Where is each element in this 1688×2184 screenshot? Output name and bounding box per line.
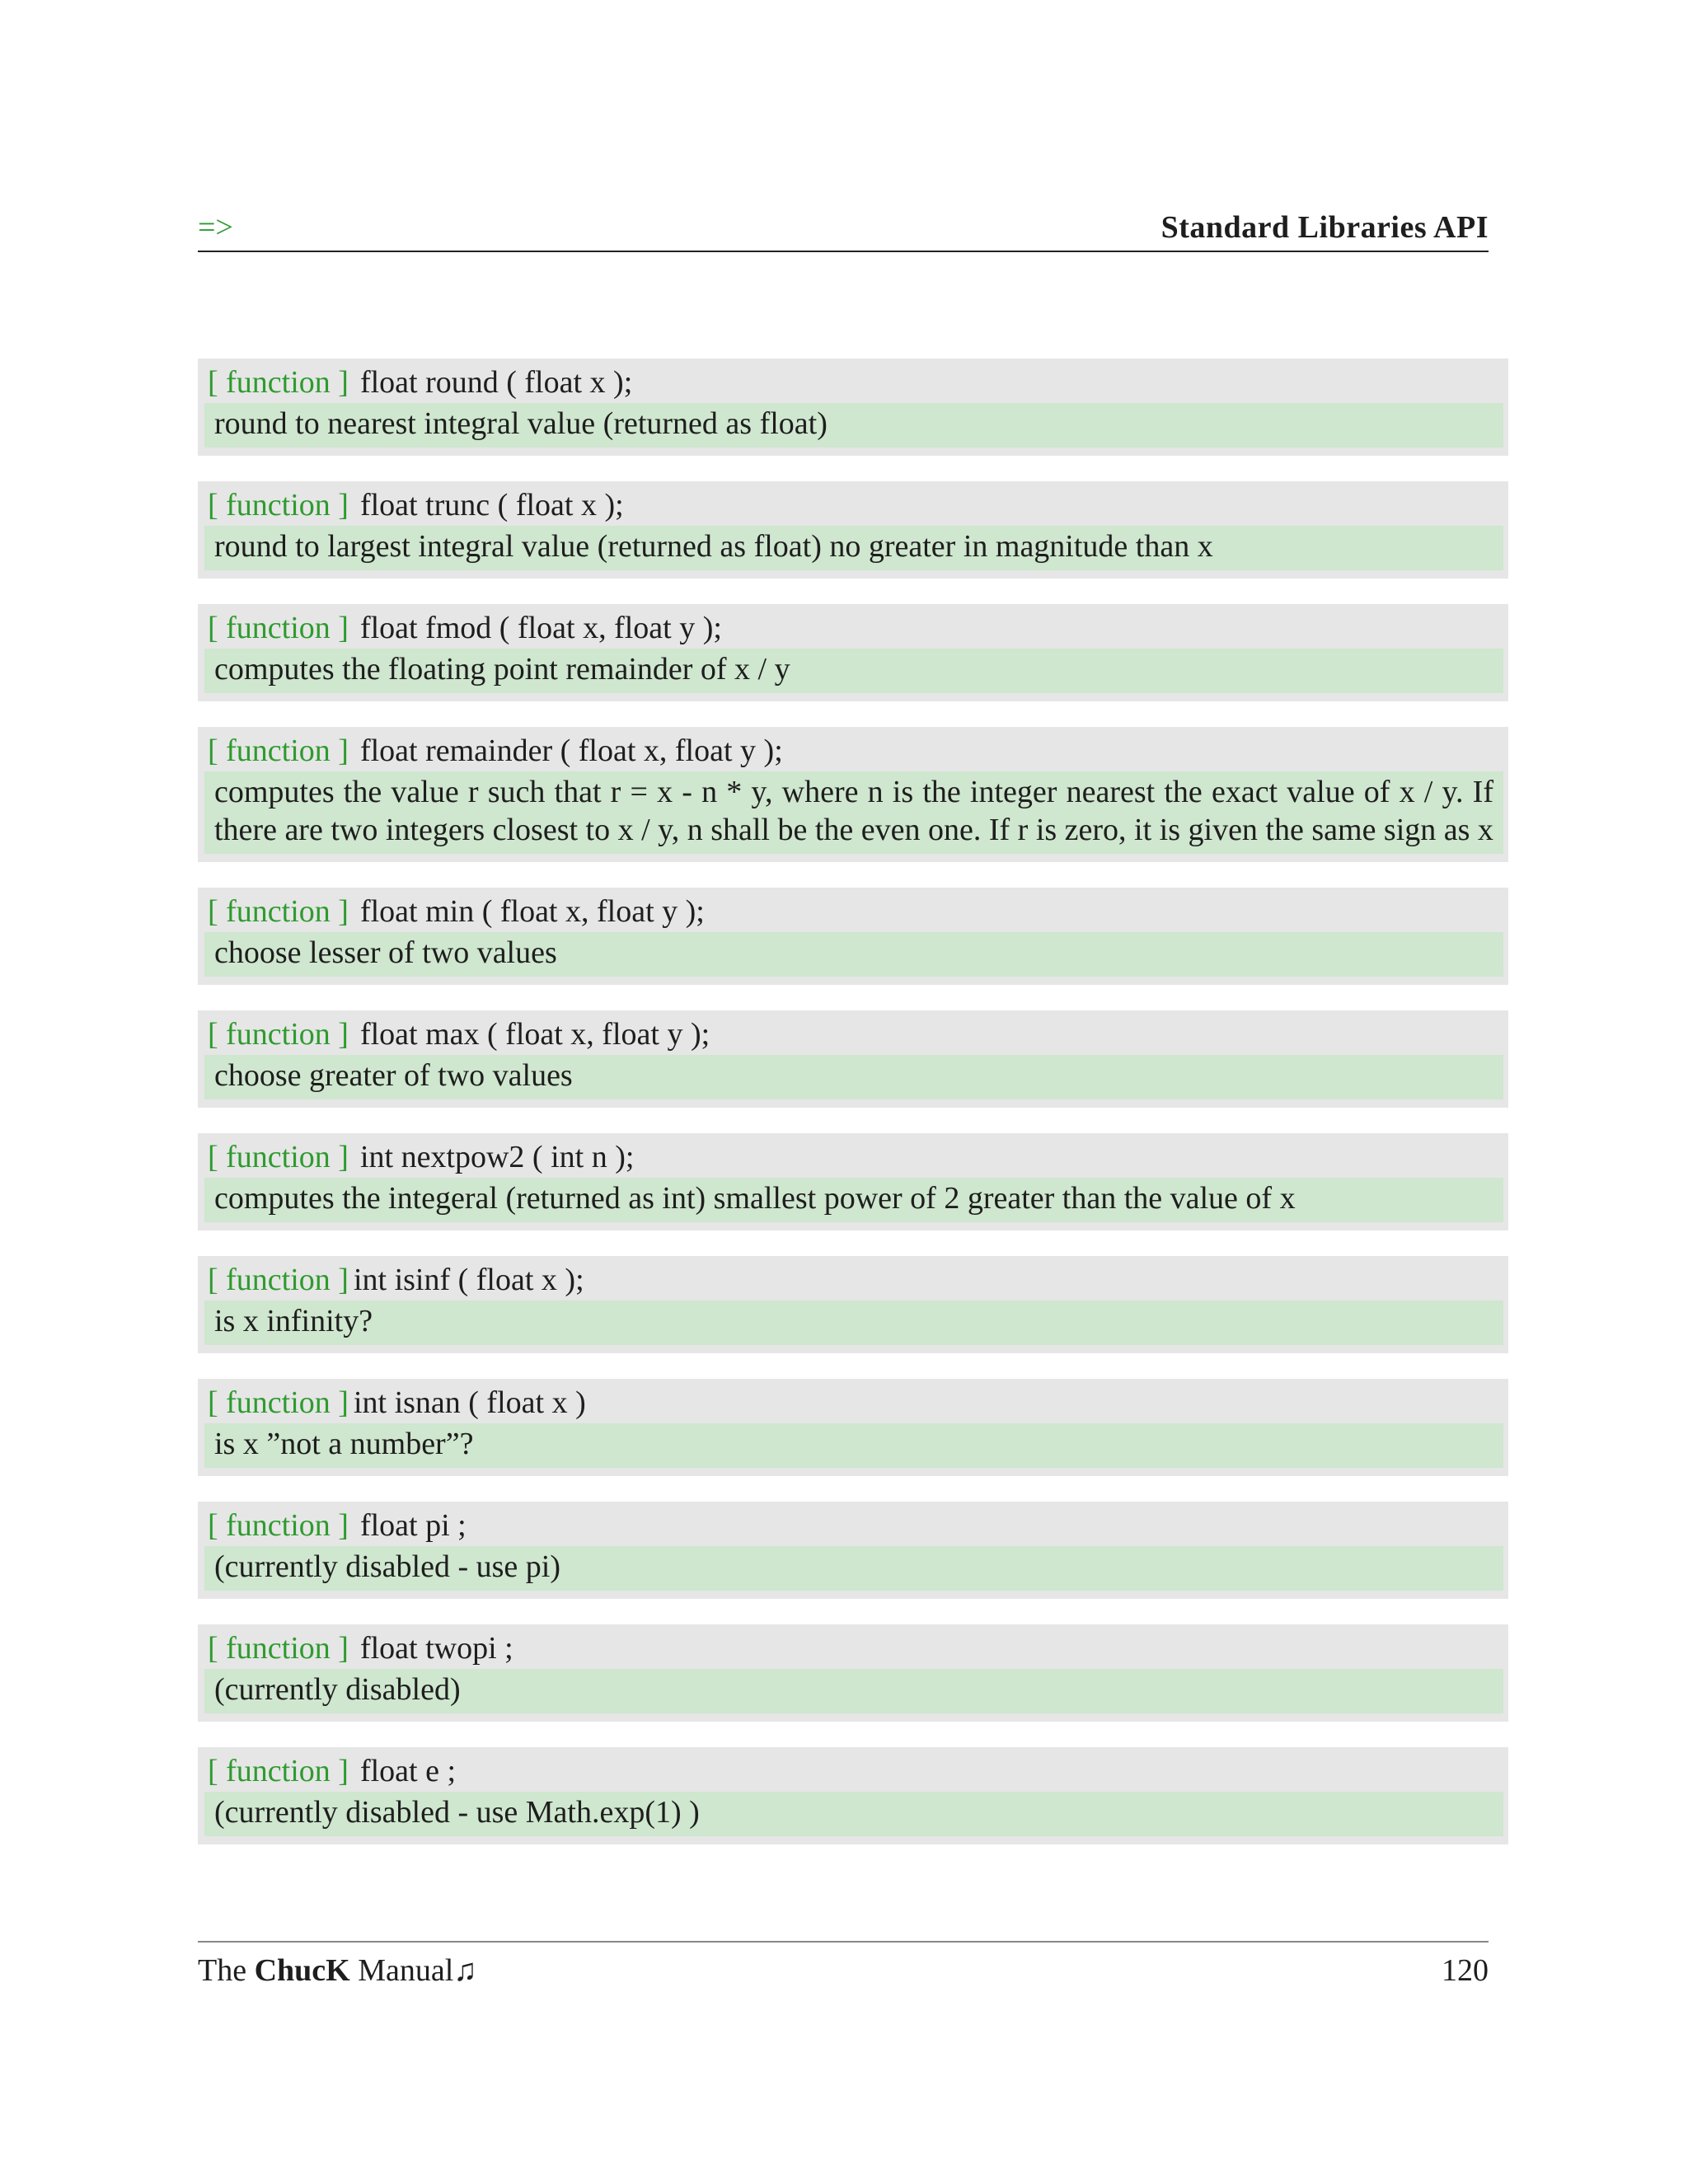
signature-text: int isnan ( float x ) [353, 1385, 586, 1420]
entry-description: computes the value r such that r = x - n * y, where n is the integer nearest the exact value of x / y. If there are two integers closest to x / y, n shall be the even one. If r is zero, it is given the same sign as x [204, 771, 1503, 854]
signature-text: float max ( float x, float y ); [359, 1017, 710, 1052]
entry-description: round to largest integral value (returned as float) no greater in magnitude than x [204, 526, 1503, 570]
entry-signature [204, 894, 1503, 929]
section-title: Standard Libraries API [1160, 210, 1489, 245]
signature-text: float remainder ( float x, float y ); [359, 733, 783, 768]
page-footer [198, 1941, 1489, 1992]
signature-text: float pi ; [359, 1508, 467, 1543]
api-entry [198, 604, 1508, 701]
function-tag: [ function ] [208, 1140, 349, 1174]
api-entry [198, 1624, 1508, 1722]
api-entry [198, 1256, 1508, 1353]
function-tag: [ function ] [208, 1508, 349, 1543]
api-entry [198, 727, 1508, 862]
entry-signature [204, 1385, 1503, 1420]
title-prefix: The [198, 1953, 255, 1988]
entry-signature [204, 1263, 1503, 1297]
entry-signature [204, 733, 1503, 768]
function-tag: [ function ] [208, 1263, 349, 1297]
api-entry-list [198, 359, 1508, 1844]
signature-text: float trunc ( float x ); [359, 488, 624, 523]
signature-text: int nextpow2 ( int n ); [359, 1140, 635, 1174]
entry-description: choose lesser of two values [204, 932, 1503, 977]
signature-text: int isinf ( float x ); [353, 1263, 584, 1297]
entry-signature [204, 365, 1503, 400]
entry-description: (currently disabled) [204, 1669, 1503, 1713]
function-tag: [ function ] [208, 1631, 349, 1666]
api-entry [198, 1133, 1508, 1230]
function-tag: [ function ] [208, 365, 349, 400]
api-entry [198, 1502, 1508, 1599]
brand-name: ChucK [254, 1953, 350, 1988]
back-arrow[interactable]: => [198, 210, 233, 245]
function-tag: [ function ] [208, 1017, 349, 1052]
entry-signature [204, 611, 1503, 645]
api-entry [198, 359, 1508, 456]
entry-signature [204, 1508, 1503, 1543]
entry-description: is x ”not a number”? [204, 1423, 1503, 1468]
entry-description: round to nearest integral value (returned as float) [204, 403, 1503, 448]
entry-signature [204, 1140, 1503, 1174]
function-tag: [ function ] [208, 1385, 349, 1420]
entry-signature [204, 1754, 1503, 1788]
signature-text: float fmod ( float x, float y ); [359, 611, 722, 645]
title-suffix: Manual♫ [349, 1953, 477, 1988]
entry-description: (currently disabled - use pi) [204, 1546, 1503, 1591]
function-tag: [ function ] [208, 488, 349, 523]
function-tag: [ function ] [208, 1754, 349, 1788]
entry-description: computes the integeral (returned as int) smallest power of 2 greater than the value of x [204, 1178, 1503, 1222]
entry-description: (currently disabled - use Math.exp(1) ) [204, 1792, 1503, 1836]
signature-text: float min ( float x, float y ); [359, 894, 705, 929]
signature-text: float e ; [359, 1754, 457, 1788]
function-tag: [ function ] [208, 611, 349, 645]
page-number: 120 [1442, 1953, 1489, 1988]
entry-description: computes the floating point remainder of x / y [204, 649, 1503, 693]
api-entry [198, 1010, 1508, 1108]
api-entry [198, 481, 1508, 579]
api-entry [198, 888, 1508, 985]
signature-text: float twopi ; [359, 1631, 513, 1666]
entry-signature [204, 488, 1503, 523]
function-tag: [ function ] [208, 733, 349, 768]
entry-description: choose greater of two values [204, 1055, 1503, 1099]
entry-signature [204, 1631, 1503, 1666]
manual-title [198, 1952, 477, 1989]
signature-text: float round ( float x ); [359, 365, 633, 400]
api-entry [198, 1379, 1508, 1476]
entry-signature [204, 1017, 1503, 1052]
entry-description: is x infinity? [204, 1301, 1503, 1345]
page-header [198, 204, 1489, 252]
api-entry [198, 1747, 1508, 1844]
function-tag: [ function ] [208, 894, 349, 929]
